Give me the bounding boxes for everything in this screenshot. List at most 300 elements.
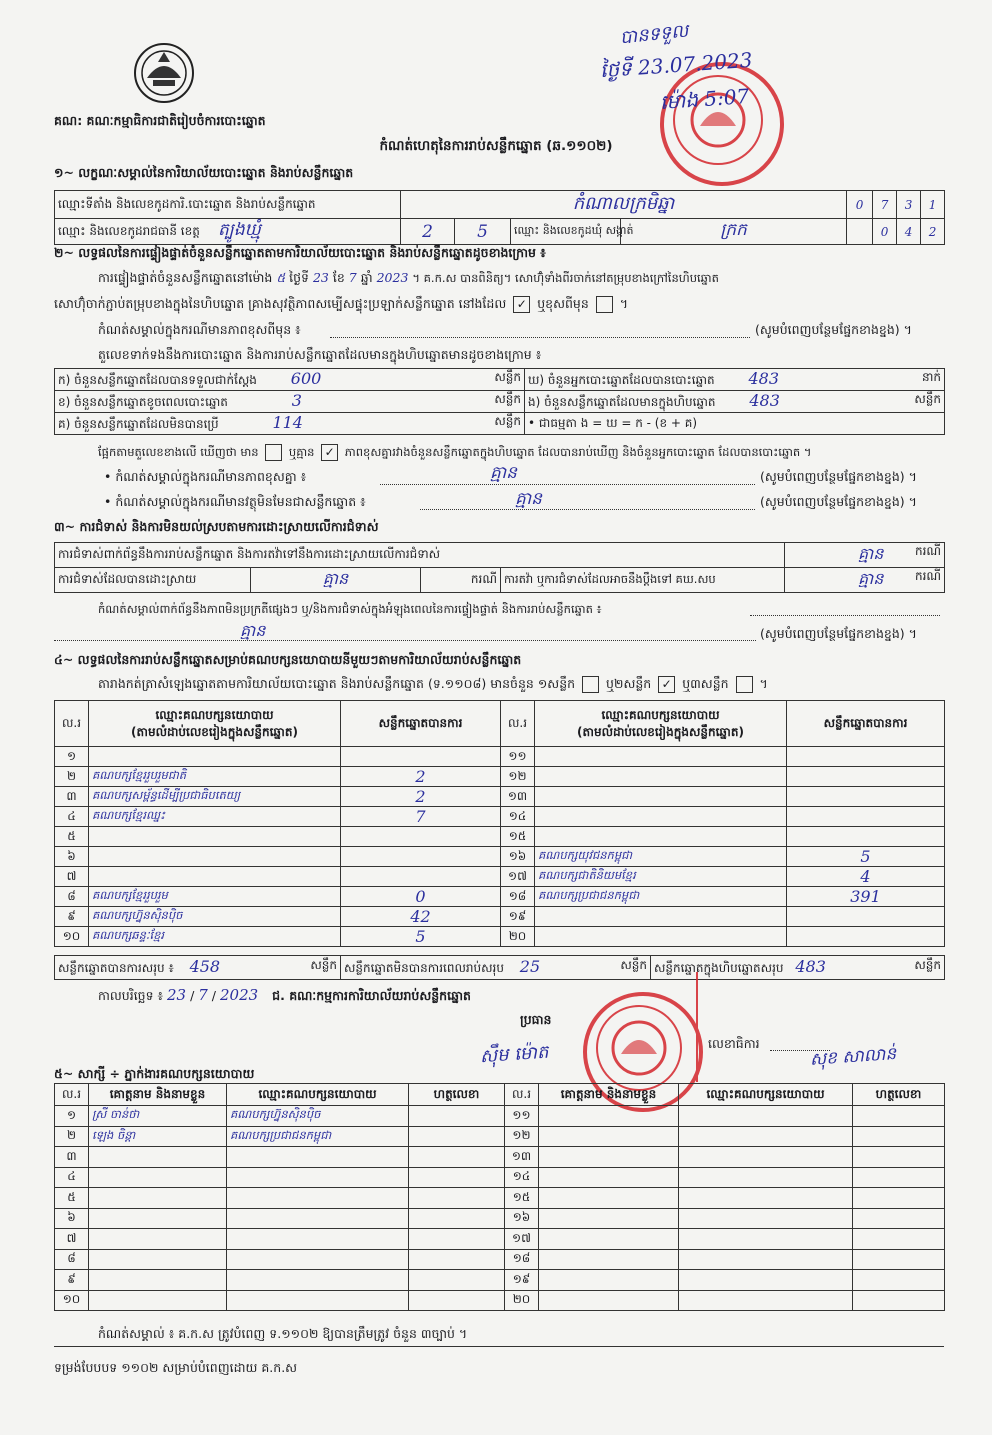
verification-text: ។ គ.ក.ស បានពិនិត្យ។ សោហ៊ុំទាំងពីរចាក់នៅតម្រុបខាងក្រៅនៃហិបឆ្នោត (412, 271, 719, 285)
agent-no: ៣ (55, 1147, 89, 1168)
agent-name (89, 1208, 227, 1229)
col-header-no: ល.រ (55, 701, 89, 747)
result-party (535, 787, 787, 807)
agent-party (227, 1147, 409, 1168)
appeal-value: គ្មាន (858, 569, 884, 588)
agent-signature-cell (409, 1290, 505, 1311)
agent-party (679, 1126, 853, 1147)
agent-signature-cell (409, 1167, 505, 1188)
agent-party (227, 1270, 409, 1291)
agent-row (55, 1270, 945, 1291)
two-sheets-checkbox[interactable]: ✓ (658, 676, 675, 693)
col-header-party: ឈ្មោះគណបក្សនយោបាយ (601, 707, 720, 722)
result-votes (341, 747, 501, 767)
date-label: កាលបរិច្ឆេទ ៖ (98, 988, 164, 1003)
agent-party: គណបក្សហ្វ៊ុនស៊ិនប៉ិច (227, 1106, 409, 1127)
spoiled-ballots-label: ខ) ចំនួនសន្លឹកឆ្នោតខូចពេលបោះឆ្នោត (58, 395, 228, 409)
result-row (55, 867, 945, 887)
result-votes: 7 (341, 807, 501, 827)
result-no: ១០ (55, 927, 89, 947)
result-party: គណបក្សខ្មែររួបរួមជាតិ (89, 767, 341, 787)
result-no: ៣ (55, 787, 89, 807)
result-votes: 5 (787, 847, 945, 867)
section4-heading: ៤~ លទ្ធផលនៃការរាប់សន្លឹកឆ្នោតសម្រាប់គណបក្សនយោបាយនីមួយៗតាមការិយាល័យរាប់សន្លឹកឆ្នោត (54, 652, 522, 667)
ballots-in-box-value: 483 (749, 391, 780, 410)
difference-note-label: កំណត់សម្គាល់ក្នុងករណីមានភាពខុសពីមុន ៖ (98, 322, 301, 337)
agent-party: គណបក្សប្រជាជនកម្ពុជា (227, 1126, 409, 1147)
signing-date-line: កាលបរិច្ឆេទ ៖ 23 / 7 / 2023 ជ. គណៈកម្មការការិយាល័យរាប់សន្លឹកឆ្នោត (98, 986, 471, 1004)
unit-label: សន្លឹក (914, 958, 941, 972)
result-party: គណបក្សខ្មែរឈ្នះ (89, 807, 341, 827)
irregularity-note-label: កំណត់សម្គាល់ពាក់ព័ន្ធនឹងភាពមិនប្រក្រតីផ្សេងៗ ឬ/និងការជំទាស់ក្នុងអំឡុងពេលនៃការផ្ទៀងផ្ទាត់ និងការរាប់សន្លឹកឆ្នោត ៖ (98, 602, 602, 616)
col-header-name: គោត្តនាម និងនាមខ្លួន (89, 1084, 227, 1106)
agent-name (539, 1106, 679, 1127)
agent-signature-cell (853, 1167, 945, 1188)
commune-code-digit: 0 (873, 219, 897, 245)
result-votes (341, 827, 501, 847)
province-code-digit: 2 (401, 219, 455, 245)
form-footer: ទម្រង់បែបបទ ១១០២ សម្រាប់បំពេញដោយ គ.ក.ស (54, 1360, 298, 1375)
unit-label: សន្លឹក (310, 958, 337, 972)
result-votes: 2 (341, 767, 501, 787)
received-note-line1: បាន​ទទួល (618, 20, 690, 49)
agent-signature-cell (853, 1290, 945, 1311)
result-party (535, 747, 787, 767)
ballot-figures-table (54, 368, 945, 435)
footer-divider (54, 1346, 944, 1347)
unit-label: ករណី (914, 544, 942, 558)
agent-signature-cell (853, 1126, 945, 1147)
commune-value: ក្រក (621, 219, 847, 245)
unused-ballots-value: 114 (272, 413, 303, 432)
agent-party (679, 1147, 853, 1168)
agent-name (539, 1147, 679, 1168)
result-votes: 2 (341, 787, 501, 807)
agent-name: ស្រី ចាន់ថា (89, 1106, 227, 1127)
invalid-total-label: សន្លឹកឆ្នោតមិនបានការពេលរាប់សរុប (344, 961, 504, 975)
two-sheets-label: ឬ២សន្លឹក (606, 676, 652, 691)
tally-sheet-line: តារាងកត់ត្រាសំឡេងឆ្នោតតាមការិយាល័យបោះឆ្នោត និងរាប់សន្លឹកឆ្នោត (ទ.១១០៨) មានចំនួន ១សន្លឹក ឬ២សន្លឹក ✓ ឬ៣សន្លឹក ។ (98, 676, 768, 691)
agent-name (539, 1249, 679, 1270)
agent-row (55, 1188, 945, 1209)
received-note-date: ថ្ងៃទី 23.07.2023 (599, 47, 754, 83)
province-code-digit: 5 (455, 219, 511, 245)
col-header-party: ឈ្មោះគណបក្សនយោបាយ (227, 1084, 409, 1106)
box-total-value: 483 (795, 957, 826, 976)
agent-no: ៧ (55, 1229, 89, 1250)
spoiled-ballots-value: 3 (291, 391, 302, 410)
unit-label: ករណី (421, 568, 501, 593)
changed-checkbox[interactable] (596, 296, 613, 313)
agent-no: ១៤ (505, 1167, 539, 1188)
result-votes: 391 (787, 887, 945, 907)
agent-no: ៥ (55, 1188, 89, 1209)
agent-name (539, 1208, 679, 1229)
commune-code-digit: 4 (897, 219, 921, 245)
result-no: ១៤ (501, 807, 535, 827)
difference-note-line (330, 337, 750, 338)
result-votes (787, 927, 945, 947)
agent-party (679, 1229, 853, 1250)
agent-signature-cell (409, 1270, 505, 1291)
result-row (55, 907, 945, 927)
verification-text: ឆ្នាំ (360, 270, 373, 285)
agent-row (55, 1126, 945, 1147)
result-row (55, 767, 945, 787)
agent-party (679, 1106, 853, 1127)
agent-no: ១៩ (505, 1270, 539, 1291)
result-party (89, 847, 341, 867)
agent-signature-cell (409, 1188, 505, 1209)
agent-signature-cell (853, 1270, 945, 1291)
col-header-no: ល.រ (55, 1084, 89, 1106)
agent-name (89, 1249, 227, 1270)
station-name-value: កំណាលក្រមិឆ្នា (401, 191, 847, 219)
agent-signature-cell (409, 1106, 505, 1127)
agent-no: ១៥ (505, 1188, 539, 1209)
result-no: ១៥ (501, 827, 535, 847)
has-difference-checkbox[interactable] (265, 444, 282, 461)
agent-name (89, 1290, 227, 1311)
province-value: ត្បូងឃ្មុំ (218, 220, 261, 240)
unused-ballots-label: គ) ចំនួនសន្លឹកឆ្នោតដែលមិនបានប្រើ (58, 417, 219, 431)
complaints-value: គ្មាន (858, 544, 884, 563)
result-no: ៨ (55, 887, 89, 907)
agent-no: ២ (55, 1126, 89, 1147)
result-party: គណបក្សខ្មែររួបរួម (89, 887, 341, 907)
result-row (55, 927, 945, 947)
valid-total-label: សន្លឹកឆ្នោតបានការសរុប ៖ (58, 961, 174, 975)
difference-bullet-hint: (សូមបំពេញបន្ថែមផ្នែកខាងខ្នង) ។ (760, 469, 917, 484)
verification-hour: ៥ (276, 270, 286, 285)
three-sheets-label: ឬ៣សន្លឹក (682, 676, 729, 691)
result-no: ១១ (501, 747, 535, 767)
result-party (535, 807, 787, 827)
formula-note: • ជាធម្មតា ង = ឃ = ក - (ខ + គ) (528, 415, 698, 430)
col-header-votes: សន្លឹកឆ្នោតបានការ (787, 701, 945, 747)
agent-no: ១២ (505, 1126, 539, 1147)
agent-name (539, 1290, 679, 1311)
chair-signature: ស៊ឹម ម៉ោត (479, 1041, 550, 1068)
result-no: ២ (55, 767, 89, 787)
agent-row (55, 1290, 945, 1311)
section3-heading: ៣~ ការជំទាស់ និងការមិនយល់ស្របតាមការដោះស្រាយលើការជំទាស់ (54, 519, 379, 534)
discrepancy-text: ផ្អែកតាមតួលេខខាងលើ ឃើញថា មាន (98, 445, 259, 459)
verification-month: 7 (348, 270, 357, 285)
discrepancy-line (98, 444, 811, 462)
result-row (55, 747, 945, 767)
col-header-signature: ហត្ថលេខា (409, 1084, 505, 1106)
agent-row (55, 1229, 945, 1250)
polling-station-info-table (54, 190, 945, 245)
station-code-digit: 7 (873, 191, 897, 219)
received-ballots-value: 600 (290, 369, 322, 388)
foreign-object-bullet-label: • កំណត់សម្គាល់ក្នុងករណីមានវត្ថុមិនមែនជាសន្លឹកឆ្នោត ៖ (104, 494, 366, 509)
result-no: ២០ (501, 927, 535, 947)
agent-no: ១០ (55, 1290, 89, 1311)
difference-bullet-label: • កំណត់សម្គាល់ក្នុងករណីមានភាពខុសគ្នា ៖ (104, 469, 307, 484)
commune-code-digit: 2 (921, 219, 945, 245)
result-no: ៥ (55, 827, 89, 847)
verification-text: ខែ (332, 270, 345, 285)
voters-label: ឃ) ចំនួនអ្នកបោះឆ្នោតដែលបានបោះឆ្នោត (528, 373, 715, 387)
result-votes (341, 867, 501, 887)
col-header-votes: សន្លឹកឆ្នោតបានការ (341, 701, 501, 747)
resolved-value: គ្មាន (251, 568, 421, 593)
irregularity-note-hint: (សូមបំពេញបន្ថែមផ្នែកខាងខ្នង) ។ (760, 626, 917, 641)
date-year: 2023 (219, 986, 259, 1004)
result-no: ៩ (55, 907, 89, 927)
col-header-party: ឈ្មោះគណបក្សនយោបាយ (155, 707, 274, 722)
agent-signature-cell (853, 1147, 945, 1168)
agent-no: ១៧ (505, 1229, 539, 1250)
result-party (89, 867, 341, 887)
agent-party (227, 1249, 409, 1270)
result-no: ៧ (55, 867, 89, 887)
appeal-label: ការតវ៉ា ឬការជំទាស់ដែលអាចនឹងប្តឹងទៅ គឃ.សប (501, 568, 785, 593)
agent-no: ៤ (55, 1167, 89, 1188)
result-row (55, 807, 945, 827)
result-row (55, 887, 945, 907)
agent-signature-cell (409, 1208, 505, 1229)
foreign-object-bullet-line (420, 509, 755, 510)
agent-row (55, 1167, 945, 1188)
discrepancy-text: ភាពខុសគ្នារវាងចំនួនសន្លឹកឆ្នោតក្នុងហិបឆ្នោត ដែលបានរាប់ឃើញ និងចំនួនអ្នកបោះឆ្នោត ដែលបានបោះឆ្នោត ។ (344, 445, 812, 459)
agent-name (539, 1229, 679, 1250)
result-row (55, 787, 945, 807)
agent-signature-cell (853, 1106, 945, 1127)
agent-signature-cell (853, 1208, 945, 1229)
irregularity-note-line (750, 615, 940, 616)
result-votes (787, 907, 945, 927)
result-party: គណបក្សហ្វ៊ុនស៊ិនប៉ិច (89, 907, 341, 927)
invalid-total-value: 25 (519, 957, 541, 976)
agent-signature-cell (853, 1229, 945, 1250)
unit-label: សន្លឹក (494, 370, 521, 384)
result-votes: 42 (341, 907, 501, 927)
received-note-time: ម៉ោង 5:07 (659, 83, 750, 115)
result-votes: 4 (787, 867, 945, 887)
received-ballots-label: ក) ចំនួនសន្លឹកឆ្នោតដែលបានទទួលជាក់ស្តែង (58, 373, 257, 387)
committee-signatures-label: ជ. គណៈកម្មការការិយាល័យរាប់សន្លឹកឆ្នោត (272, 988, 471, 1003)
seal-status-line: សោហ៊ុំចាក់ភ្ជាប់តម្រុបខាងក្នុងនៃហិបឆ្នោត គ្រាងសុវត្ថិភាពសម្បើសផ្ទុះប្រឡាក់សន្លឹកឆ្នោត នៅងដែល ✓ ឬខុសពីមុន ។ (54, 296, 628, 311)
result-votes (787, 827, 945, 847)
agent-party (227, 1290, 409, 1311)
agent-name (89, 1188, 227, 1209)
agent-party (679, 1167, 853, 1188)
three-sheets-checkbox[interactable] (736, 676, 753, 693)
result-no: ១ (55, 747, 89, 767)
verification-day: 23 (312, 270, 329, 285)
result-party (89, 827, 341, 847)
result-no: ១៦ (501, 847, 535, 867)
unit-label: សន្លឹក (494, 392, 521, 406)
committee-name: គណ: គណៈកម្មាធិការជាតិរៀបចំការបោះឆ្នោត (54, 113, 266, 128)
difference-note-hint: (សូមបំពេញបន្ថែមផ្នែកខាងខ្នង) ។ (755, 322, 912, 337)
same-as-before-checkbox[interactable]: ✓ (513, 296, 530, 313)
agent-party (227, 1229, 409, 1250)
result-no: ៦ (55, 847, 89, 867)
agent-party (679, 1290, 853, 1311)
agent-name (89, 1270, 227, 1291)
agent-no: ៨ (55, 1249, 89, 1270)
complaints-table (54, 542, 945, 593)
chair-label: ប្រធាន (520, 1012, 552, 1027)
result-no: ១៩ (501, 907, 535, 927)
date-month: 7 (198, 986, 208, 1004)
agent-party (679, 1208, 853, 1229)
foreign-object-bullet-hint: (សូមបំពេញបន្ថែមផ្នែកខាងខ្នង) ។ (760, 494, 917, 509)
result-votes (787, 787, 945, 807)
result-party: គណបក្សឆន្ទៈខ្មែរ (89, 927, 341, 947)
agent-signature-cell (409, 1229, 505, 1250)
agent-signature-cell (409, 1249, 505, 1270)
discrepancy-text: ឬគ្មាន (288, 445, 315, 459)
filing-note: កំណត់សម្គាល់ ៖ គ.ក.ស ត្រូវបំពេញ ទ.១១០២ ឱ្យបានត្រឹមត្រូវ ចំនួន ៣ច្បាប់ ។ (98, 1326, 468, 1341)
result-votes (787, 807, 945, 827)
result-party: គណបក្សជាតិនិយមខ្មែរ (535, 867, 787, 887)
unit-label: សន្លឹក (494, 414, 521, 428)
section2-heading: ២~ លទ្ធផលនៃការផ្ទៀងផ្ទាត់ចំនួនសន្លឹកឆ្នោតតាមការិយាល័យបោះឆ្នោត និងរាប់សន្លឹកឆ្នោតដូចខាងក្រោម ៖ (54, 245, 546, 260)
party-results-table (54, 700, 945, 947)
tally-sheet-text: តារាងកត់ត្រាសំឡេងឆ្នោតតាមការិយាល័យបោះឆ្នោត និងរាប់សន្លឹកឆ្នោត (ទ.១១០៨) មានចំនួន ១សន្លឹក (98, 676, 576, 691)
station-code-digit: 0 (847, 191, 873, 219)
result-party (535, 907, 787, 927)
agent-row (55, 1249, 945, 1270)
result-no: ១៧ (501, 867, 535, 887)
result-no: ១២ (501, 767, 535, 787)
col-header-no: ល.រ (505, 1084, 539, 1106)
result-row (55, 827, 945, 847)
col-header-party-sub: (តាមលំដាប់លេខរៀងក្នុងសន្លឹកឆ្នោត) (131, 724, 298, 739)
section5-heading: ៥~ សាក្សី ÷ ភ្នាក់ងារគណបក្សនយោបាយ (54, 1066, 255, 1081)
commune-label: ឈ្មោះ និងលេខកូដឃុំ សង្កាត់ (511, 219, 621, 245)
complaints-label: ការជំទាស់ពាក់ព័ន្ធនឹងការរាប់សន្លឹកឆ្នោត និងការតវ៉ាទៅនឹងការដោះស្រាយលើការជំទាស់ (55, 543, 785, 568)
result-party (535, 827, 787, 847)
verification-time-line (98, 270, 948, 289)
result-no: ១៨ (501, 887, 535, 907)
form-title: កំណត់ហេតុនៃការរាប់សន្លឹកឆ្នោត (ឆ.១១០២) (379, 138, 613, 154)
nec-emblem-logo (133, 42, 195, 104)
agent-no: ១៦ (505, 1208, 539, 1229)
agent-signature-cell (409, 1126, 505, 1147)
result-row (55, 847, 945, 867)
station-code-digit: 3 (897, 191, 921, 219)
col-header-no: ល.រ (501, 701, 535, 747)
difference-bullet-value: គ្មាន (490, 463, 517, 483)
result-party: គណបក្សសម្ព័ន្ធដើម្បីប្រជាធិបតេយ្យ (89, 787, 341, 807)
agent-name (539, 1126, 679, 1147)
result-party: គណបក្សប្រជាជនកម្ពុជា (535, 887, 787, 907)
agent-no: ១ (55, 1106, 89, 1127)
result-votes (787, 767, 945, 787)
agent-no: ៦ (55, 1208, 89, 1229)
verification-year: 2023 (376, 270, 409, 285)
box-total-label: សន្លឹកឆ្នោតក្នុងហិបឆ្នោតសរុប (654, 961, 784, 975)
agent-name (89, 1229, 227, 1250)
agent-name (539, 1167, 679, 1188)
result-no: ៤ (55, 807, 89, 827)
agent-signature-cell (409, 1147, 505, 1168)
agent-no: ១៣ (505, 1147, 539, 1168)
agent-signature-cell (853, 1249, 945, 1270)
one-sheet-checkbox[interactable] (582, 676, 599, 693)
col-header-party: ឈ្មោះគណបក្សនយោបាយ (679, 1084, 853, 1106)
difference-bullet-line (380, 484, 755, 485)
unit-label: នាក់ (921, 370, 941, 384)
agent-party (227, 1167, 409, 1188)
agent-party (227, 1188, 409, 1209)
agent-name (89, 1147, 227, 1168)
agent-no: ១៨ (505, 1249, 539, 1270)
agent-row (55, 1147, 945, 1168)
unit-label: សន្លឹក (914, 392, 941, 406)
verification-text: ការផ្ទៀងផ្ទាត់ចំនួនសន្លឹកឆ្នោតនៅម៉ោង (98, 270, 273, 285)
seal-status-text: សោហ៊ុំចាក់ភ្ជាប់តម្រុបខាងក្នុងនៃហិបឆ្នោត គ្រាងសុវត្ថិភាពសម្បើសផ្ទុះប្រឡាក់សន្លឹកឆ្នោត នៅងដែល (54, 296, 507, 311)
agent-name (539, 1270, 679, 1291)
agent-party (679, 1188, 853, 1209)
station-name-label: ឈ្មោះទីតាំង និងលេខកូដការិ.បោះឆ្នោត និងរាប់សន្លឹកឆ្នោត (55, 191, 401, 219)
agent-party (679, 1270, 853, 1291)
irregularity-note-value: គ្មាន (240, 621, 266, 640)
result-votes: 5 (341, 927, 501, 947)
changed-option-label: ឬខុសពីមុន (537, 296, 589, 311)
result-party: គណបក្សយុវជនកម្ពុជា (535, 847, 787, 867)
col-header-party-sub: (តាមលំដាប់លេខរៀងក្នុងសន្លឹកឆ្នោត) (577, 724, 744, 739)
totals-table (54, 955, 945, 980)
col-header-signature: ហត្ថលេខា (853, 1084, 945, 1106)
figures-intro: តួលេខទាក់ទងនឹងការបោះឆ្នោត និងការរាប់សន្លឹកឆ្នោតដែលមានក្នុងហិបឆ្នោតមានដូចខាងក្រោម ៖ (98, 347, 542, 362)
result-party (535, 767, 787, 787)
agent-no: ១១ (505, 1106, 539, 1127)
result-votes: 0 (341, 887, 501, 907)
verification-text: ថ្ងៃទី (289, 270, 309, 285)
section1-heading: ១~ លក្ខណៈសម្គាល់នៃការិយាល័យបោះឆ្នោត និងរាប់សន្លឹកឆ្នោត (54, 165, 354, 180)
party-agents-table (54, 1083, 945, 1311)
secretary-label: លេខាធិការ (708, 1036, 760, 1051)
foreign-object-bullet-value: គ្មាន (515, 489, 542, 509)
result-party (89, 747, 341, 767)
agent-name (539, 1188, 679, 1209)
irregularity-note-line (54, 640, 756, 641)
agent-signature-cell (853, 1188, 945, 1209)
agent-name (89, 1167, 227, 1188)
agent-name: ឡេង ចិន្តា (89, 1126, 227, 1147)
unit-label: សន្លឹក (620, 958, 647, 972)
agent-party (227, 1208, 409, 1229)
resolved-label: ការជំទាស់ដែលបានដោះស្រាយ (55, 568, 251, 593)
agent-row (55, 1106, 945, 1127)
date-day: 23 (167, 986, 187, 1004)
result-no: ១៣ (501, 787, 535, 807)
unit-label: ករណី (914, 569, 942, 583)
secretary-signature: សុខ សាលាន់ (809, 1044, 897, 1070)
agent-no: ៩ (55, 1270, 89, 1291)
voters-value: 483 (748, 369, 779, 388)
station-code-digit: 1 (921, 191, 945, 219)
agent-party (679, 1249, 853, 1270)
col-header-name: គោត្តនាម និងនាមខ្លួន (539, 1084, 679, 1106)
valid-total-value: 458 (189, 957, 221, 976)
no-difference-checkbox[interactable]: ✓ (321, 444, 338, 461)
province-label: ឈ្មោះ និងលេខកូដរាជធានី ខេត្ត (58, 223, 200, 238)
result-votes (341, 847, 501, 867)
agent-row (55, 1208, 945, 1229)
agent-no: ២០ (505, 1290, 539, 1311)
result-party (535, 927, 787, 947)
result-votes (787, 747, 945, 767)
ballots-in-box-label: ង) ចំនួនសន្លឹកឆ្នោតដែលមានក្នុងហិបឆ្នោត (528, 395, 716, 409)
